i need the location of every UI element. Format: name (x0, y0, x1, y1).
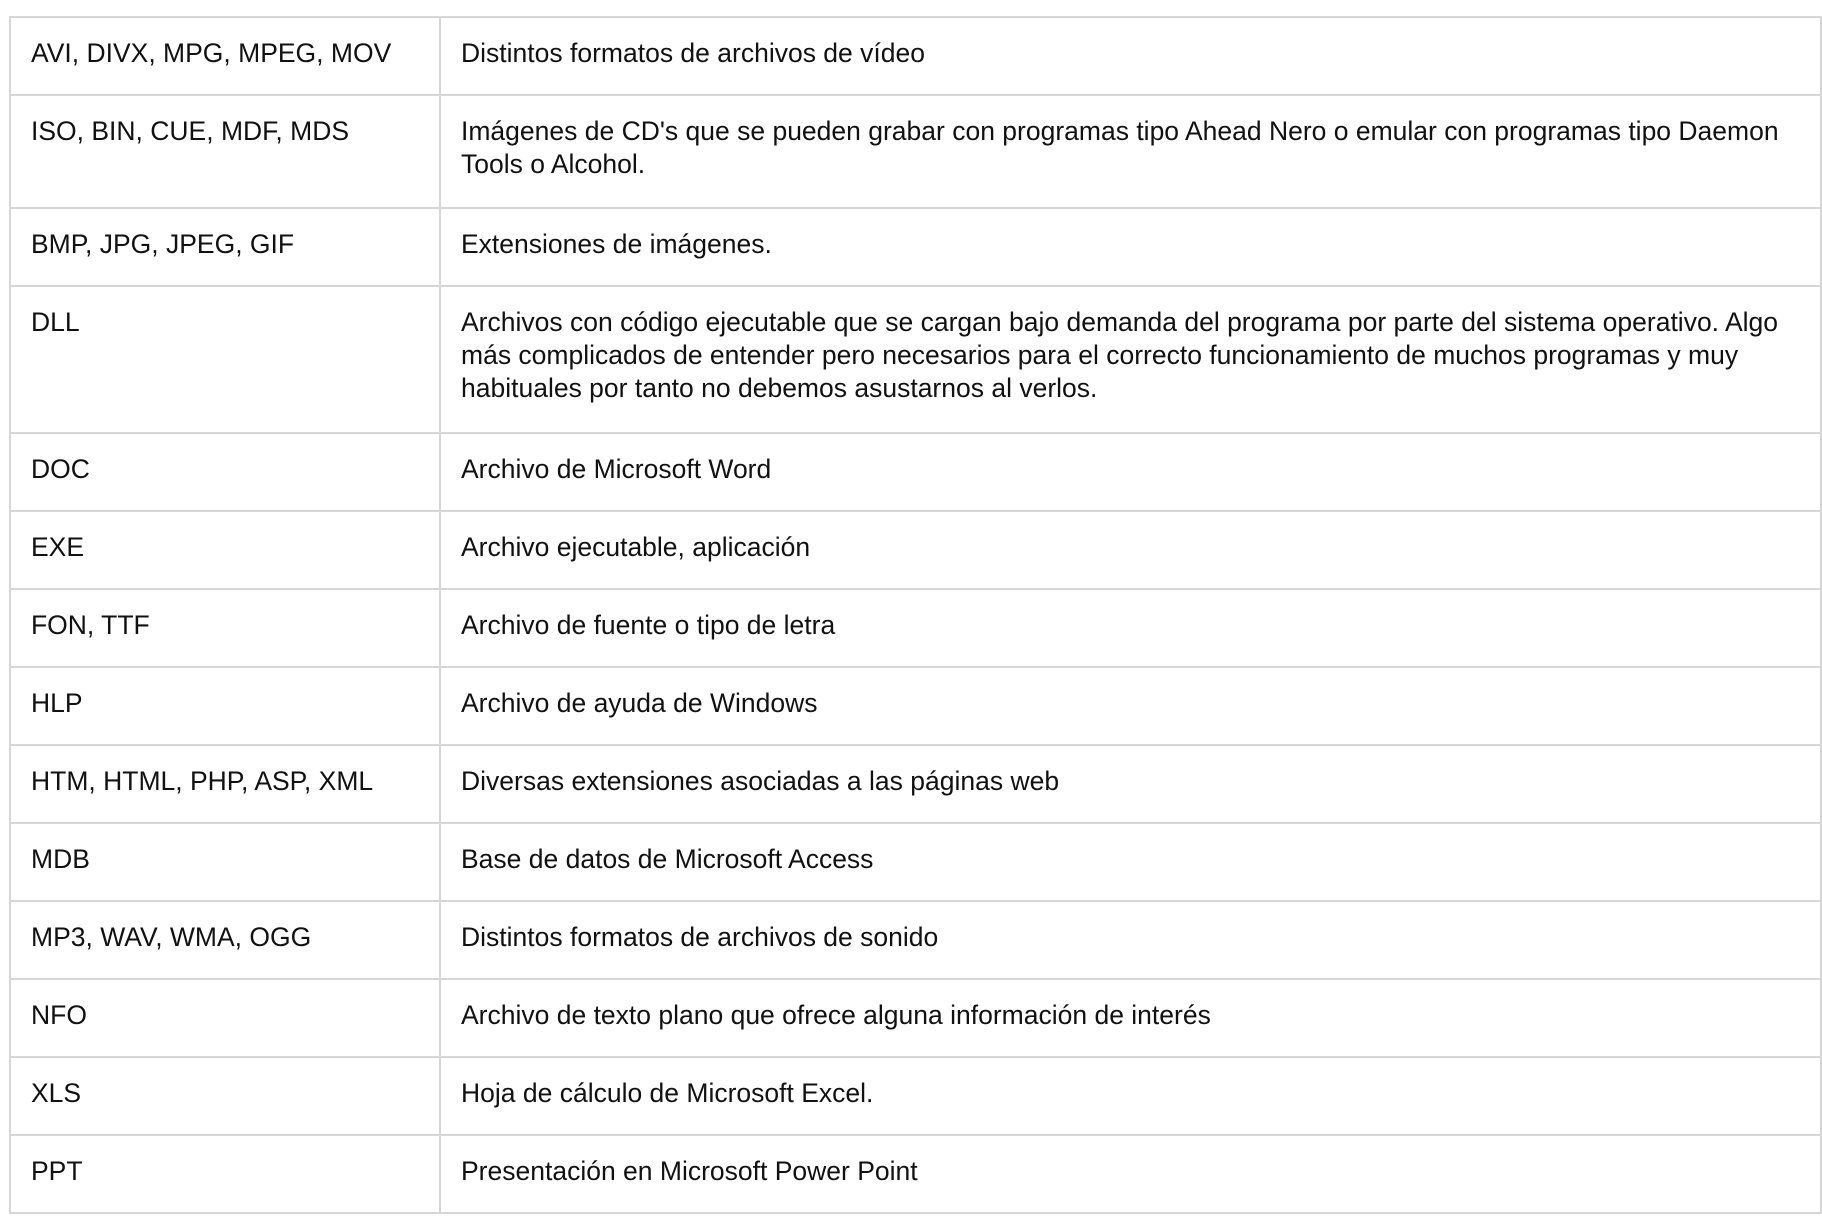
extension-cell: MDB (10, 823, 440, 901)
table-row (10, 17, 1821, 95)
extension-cell: HTM, HTML, PHP, ASP, XML (10, 745, 440, 823)
description-cell: Presentación en Microsoft Power Point (440, 1135, 1821, 1213)
description-cell: Hoja de cálculo de Microsoft Excel. (440, 1057, 1821, 1135)
description-cell: Extensiones de imágenes. (440, 208, 1821, 286)
description-cell: Archivos con código ejecutable que se cargan bajo demanda del programa por parte del sistema operativo. Algo más complicados de entender pero necesarios para el correcto funcionamiento de muchos programas y muy habituales por tanto no debemos asustarnos al verlos. (440, 286, 1821, 433)
table-row (10, 433, 1821, 511)
extension-cell: PPT (10, 1135, 440, 1213)
description-cell: Archivo de texto plano que ofrece alguna información de interés (440, 979, 1821, 1057)
table-row (10, 745, 1821, 823)
description-cell: Archivo de ayuda de Windows (440, 667, 1821, 745)
description-cell: Distintos formatos de archivos de vídeo (440, 17, 1821, 95)
description-cell: Archivo de Microsoft Word (440, 433, 1821, 511)
table-row (10, 286, 1821, 433)
extension-cell: ISO, BIN, CUE, MDF, MDS (10, 95, 440, 208)
table-row (10, 1057, 1821, 1135)
description-cell: Archivo ejecutable, aplicación (440, 511, 1821, 589)
table-row (10, 979, 1821, 1057)
table-row (10, 1135, 1821, 1213)
extension-cell: XLS (10, 1057, 440, 1135)
table-row (10, 95, 1821, 208)
table-row (10, 208, 1821, 286)
description-cell: Distintos formatos de archivos de sonido (440, 901, 1821, 979)
description-cell: Imágenes de CD's que se pueden grabar con programas tipo Ahead Nero o emular con programas tipo Daemon Tools o Alcohol. (440, 95, 1821, 208)
extension-cell: NFO (10, 979, 440, 1057)
extension-cell: EXE (10, 511, 440, 589)
extensions-table-container (9, 16, 1822, 1214)
table-row (10, 667, 1821, 745)
extensions-table (9, 16, 1822, 1214)
description-cell: Base de datos de Microsoft Access (440, 823, 1821, 901)
extension-cell: DLL (10, 286, 440, 433)
table-row (10, 511, 1821, 589)
extension-cell: MP3, WAV, WMA, OGG (10, 901, 440, 979)
table-row (10, 901, 1821, 979)
extension-cell: DOC (10, 433, 440, 511)
table-row (10, 823, 1821, 901)
extension-cell: BMP, JPG, JPEG, GIF (10, 208, 440, 286)
description-cell: Diversas extensiones asociadas a las páginas web (440, 745, 1821, 823)
description-cell: Archivo de fuente o tipo de letra (440, 589, 1821, 667)
extension-cell: AVI, DIVX, MPG, MPEG, MOV (10, 17, 440, 95)
table-row (10, 589, 1821, 667)
extension-cell: FON, TTF (10, 589, 440, 667)
extension-cell: HLP (10, 667, 440, 745)
